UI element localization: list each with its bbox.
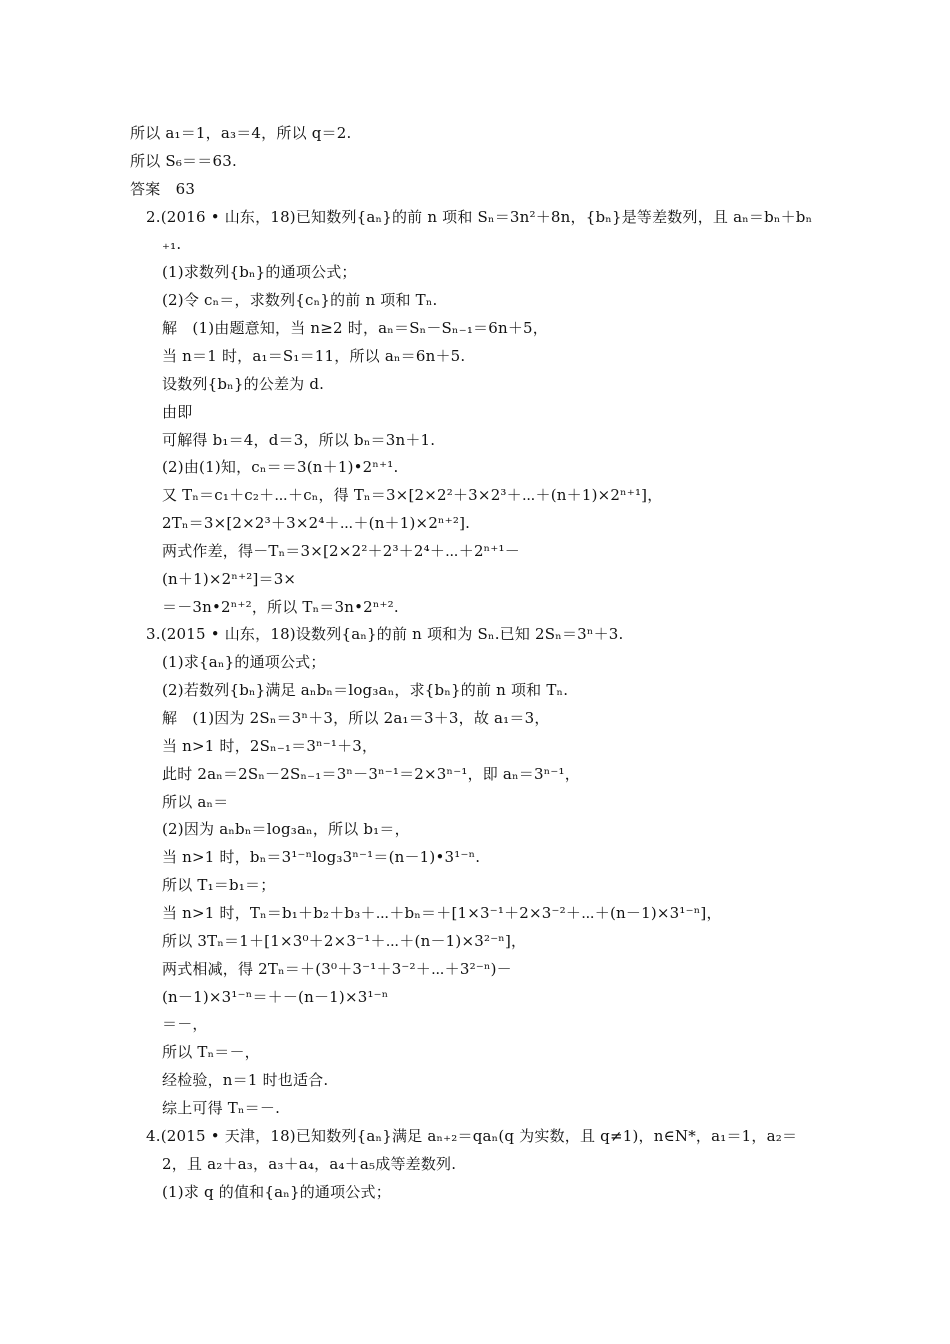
problem-heading: 2.(2016 • 山东，18)已知数列{aₙ}的前 n 项和 Sₙ＝3n²＋8n，{bₙ}是等差数列，且 aₙ＝bₙ＋bₙ [146, 208, 813, 226]
text-line: 解 (1)由题意知，当 n≥2 时，aₙ＝Sₙ－Sₙ₋₁＝6n＋5， [162, 319, 548, 337]
text-line: ₊₁. [162, 235, 182, 253]
text-line: 所以 3Tₙ＝1＋[1×3⁰＋2×3⁻¹＋⋯＋(n－1)×3²⁻ⁿ]， [162, 932, 527, 950]
text-line: 设数列{bₙ}的公差为 d. [162, 375, 325, 393]
text-line: (2)若数列{bₙ}满足 aₙbₙ＝log₃aₙ，求{bₙ}的前 n 项和 Tₙ. [162, 681, 569, 699]
text-line: 所以 S₆＝＝63. [130, 152, 237, 170]
text-line: 所以 a₁＝1，a₃＝4，所以 q＝2. [130, 124, 352, 142]
text-line: 可解得 b₁＝4，d＝3，所以 bₙ＝3n＋1. [162, 431, 436, 449]
text-line: 答案 63 [130, 180, 196, 198]
text-line: (2)令 cₙ＝，求数列{cₙ}的前 n 项和 Tₙ. [162, 291, 438, 309]
text-line: (n＋1)×2ⁿ⁺²]＝3× [162, 570, 297, 588]
text-line: (1)求数列{bₙ}的通项公式； [162, 263, 357, 281]
text-line: 综上可得 Tₙ＝－. [162, 1099, 281, 1117]
text-line: 所以 Tₙ＝－， [162, 1043, 260, 1061]
text-line: 解 (1)因为 2Sₙ＝3ⁿ＋3，所以 2a₁＝3＋3，故 a₁＝3， [162, 709, 550, 727]
text-line: 所以 aₙ＝ [162, 793, 229, 811]
text-line: 当 n>1 时，Tₙ＝b₁＋b₂＋b₃＋⋯＋bₙ＝＋[1×3⁻¹＋2×3⁻²＋⋯＋(n－1)×3¹⁻ⁿ]， [162, 904, 722, 922]
text-line: (1)求{aₙ}的通项公式； [162, 653, 326, 671]
text-line: 所以 T₁＝b₁＝； [162, 876, 276, 894]
text-line: ＝－3n•2ⁿ⁺²，所以 Tₙ＝3n•2ⁿ⁺². [162, 598, 399, 616]
text-line: (2)因为 aₙbₙ＝log₃aₙ，所以 b₁＝， [162, 820, 410, 838]
text-line: (1)求 q 的值和{aₙ}的通项公式； [162, 1183, 391, 1201]
text-line: (n－1)×3¹⁻ⁿ＝＋－(n－1)×3¹⁻ⁿ [162, 988, 389, 1006]
text-line: 当 n>1 时，2Sₙ₋₁＝3ⁿ⁻¹＋3， [162, 737, 378, 755]
text-line: 2Tₙ＝3×[2×2³＋3×2⁴＋⋯＋(n＋1)×2ⁿ⁺²]. [162, 514, 471, 532]
problem-heading: 3.(2015 • 山东，18)设数列{aₙ}的前 n 项和为 Sₙ.已知 2Sₙ＝3ⁿ＋3. [146, 625, 624, 643]
text-line: 2，且 a₂＋a₃，a₃＋a₄，a₄＋a₅成等差数列. [162, 1155, 457, 1173]
text-line: 当 n>1 时，bₙ＝3¹⁻ⁿlog₃3ⁿ⁻¹＝(n－1)•3¹⁻ⁿ. [162, 848, 481, 866]
text-line: 此时 2aₙ＝2Sₙ－2Sₙ₋₁＝3ⁿ－3ⁿ⁻¹＝2×3ⁿ⁻¹，即 aₙ＝3ⁿ⁻¹， [162, 765, 580, 783]
text-line: 又 Tₙ＝c₁＋c₂＋⋯＋cₙ，得 Tₙ＝3×[2×2²＋3×2³＋⋯＋(n＋1)×2ⁿ⁺¹]， [162, 486, 663, 504]
text-line: 当 n＝1 时，a₁＝S₁＝11，所以 aₙ＝6n＋5. [162, 347, 466, 365]
text-line: 由即 [162, 403, 193, 421]
text-line: 经检验，n＝1 时也适合. [162, 1071, 329, 1089]
text-line: ＝－， [162, 1015, 208, 1033]
problem-heading: 4.(2015 • 天津，18)已知数列{aₙ}满足 aₙ₊₂＝qaₙ(q 为实数，且 q≠1)，n∈N*，a₁＝1，a₂＝ [146, 1127, 798, 1145]
text-line: 两式相减，得 2Tₙ＝＋(3⁰＋3⁻¹＋3⁻²＋⋯＋3²⁻ⁿ)－ [162, 960, 512, 978]
text-line: (2)由(1)知，cₙ＝＝3(n＋1)•2ⁿ⁺¹. [162, 458, 399, 476]
text-line: 两式作差，得－Tₙ＝3×[2×2²＋2³＋2⁴＋⋯＋2ⁿ⁺¹－ [162, 542, 520, 560]
